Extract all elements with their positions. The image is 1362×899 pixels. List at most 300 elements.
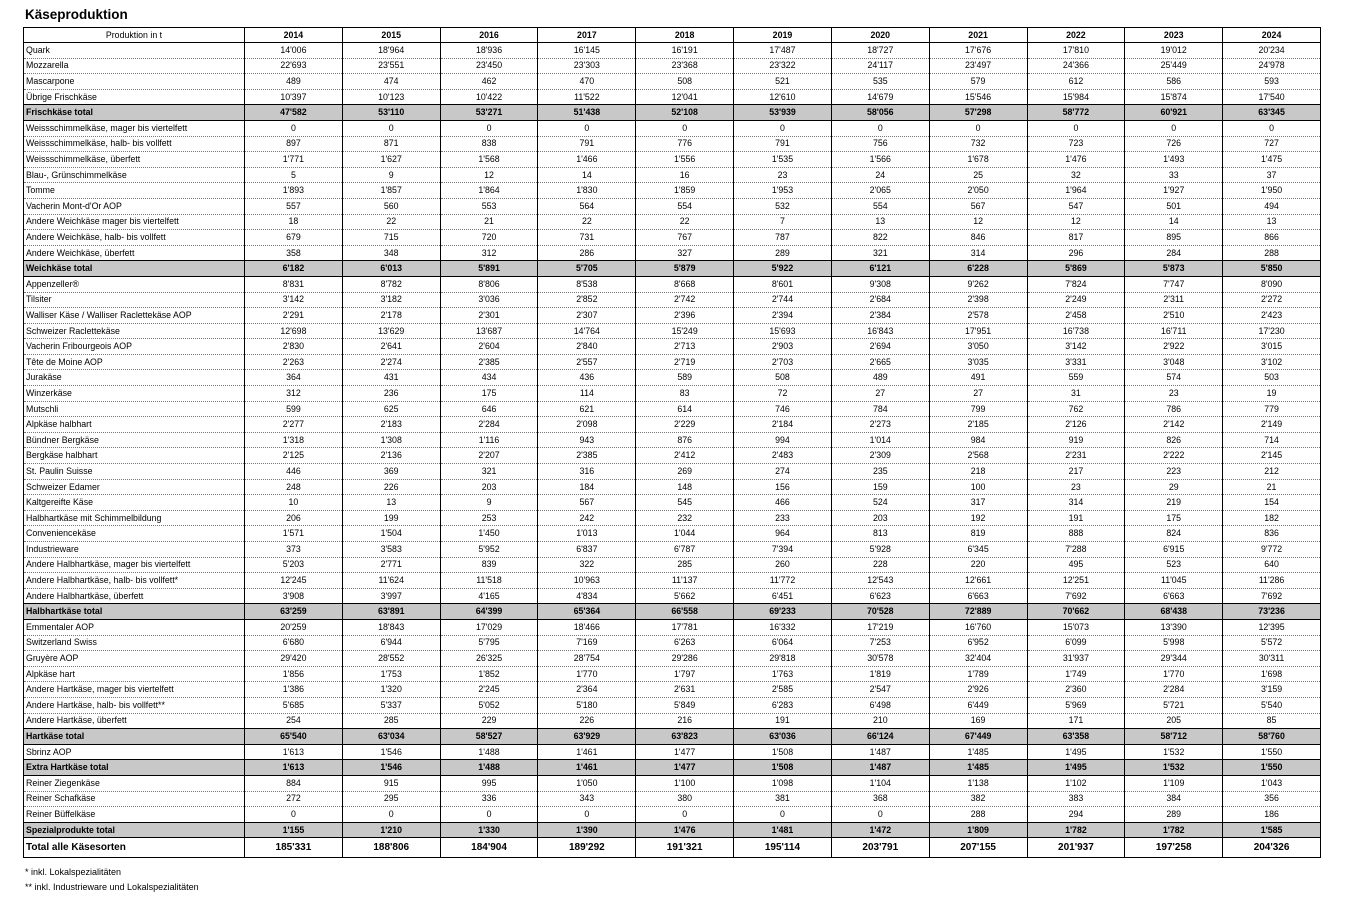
table-cell: 5'721 (1125, 697, 1223, 713)
table-cell: 1'116 (440, 432, 538, 448)
table-cell: 22 (342, 214, 440, 230)
table-cell: 984 (929, 432, 1027, 448)
table-cell: 17'487 (734, 43, 832, 59)
table-cell: 175 (1125, 510, 1223, 526)
table-cell: 767 (636, 230, 734, 246)
table-cell: 85 (1223, 713, 1321, 729)
table-cell: 159 (831, 479, 929, 495)
table-cell: 66'558 (636, 604, 734, 620)
table-cell: 269 (636, 464, 734, 480)
table-cell: 175 (440, 386, 538, 402)
table-cell: 579 (929, 74, 1027, 90)
table-cell: 70'662 (1027, 604, 1125, 620)
table-cell: 66'124 (831, 729, 929, 745)
table-cell: 5'891 (440, 261, 538, 277)
table-cell: 2'360 (1027, 682, 1125, 698)
table-cell: 895 (1125, 230, 1223, 246)
table-cell: 1'481 (734, 822, 832, 838)
table-cell: 47'582 (245, 105, 343, 121)
table-cell: 564 (538, 198, 636, 214)
table-cell: 15'984 (1027, 89, 1125, 105)
table-row (24, 89, 1321, 105)
table-cell: 1'330 (440, 822, 538, 838)
table-cell: 25'449 (1125, 58, 1223, 74)
table-cell: 2'665 (831, 354, 929, 370)
table-cell: 382 (929, 791, 1027, 807)
table-cell: 13'687 (440, 323, 538, 339)
table-cell: 289 (734, 245, 832, 261)
table-cell: 29'344 (1125, 651, 1223, 667)
table-cell: 11'286 (1223, 573, 1321, 589)
table-cell: 8'668 (636, 276, 734, 292)
table-cell: 22'693 (245, 58, 343, 74)
table-cell: 1'109 (1125, 775, 1223, 791)
table-cell: 8'538 (538, 276, 636, 292)
table-cell: 260 (734, 557, 832, 573)
table-cell: 554 (636, 198, 734, 214)
table-cell: 2'394 (734, 308, 832, 324)
table-cell: 1'753 (342, 666, 440, 682)
table-cell: 29'818 (734, 651, 832, 667)
table-cell: 727 (1223, 136, 1321, 152)
table-cell: 1'771 (245, 152, 343, 168)
table-row (24, 807, 1321, 823)
table-cell: 2'384 (831, 308, 929, 324)
table-cell: 210 (831, 713, 929, 729)
table-cell: 2'903 (734, 339, 832, 355)
table-cell: 384 (1125, 791, 1223, 807)
table-cell: 0 (636, 807, 734, 823)
table-cell: 26'325 (440, 651, 538, 667)
subtotal-row (24, 604, 1321, 620)
table-cell: 521 (734, 74, 832, 90)
table-cell: 1'585 (1223, 822, 1321, 838)
table-cell: 29'286 (636, 651, 734, 667)
table-cell: 0 (831, 807, 929, 823)
table-cell: 0 (831, 120, 929, 136)
table-cell: 6'263 (636, 635, 734, 651)
table-row (24, 791, 1321, 807)
table-cell: 1'789 (929, 666, 1027, 682)
table-cell: 13'629 (342, 323, 440, 339)
table-cell: 1'487 (831, 744, 929, 760)
table-cell: 8'831 (245, 276, 343, 292)
table-cell: 0 (1027, 120, 1125, 136)
table-cell: 18'466 (538, 619, 636, 635)
table-cell: 1'318 (245, 432, 343, 448)
table-cell: 508 (734, 370, 832, 386)
table-cell: 23'303 (538, 58, 636, 74)
table-cell: 27 (929, 386, 1027, 402)
table-row (24, 120, 1321, 136)
table-cell: 884 (245, 775, 343, 791)
table-cell: 6'623 (831, 588, 929, 604)
table-cell: 1'627 (342, 152, 440, 168)
table-cell: 57'298 (929, 105, 1027, 121)
table-cell: 226 (538, 713, 636, 729)
table-cell: 2'222 (1125, 448, 1223, 464)
table-cell: 723 (1027, 136, 1125, 152)
table-cell: 866 (1223, 230, 1321, 246)
row-label: Hartkäse total (24, 729, 245, 745)
table-cell: 0 (1223, 120, 1321, 136)
table-cell: 72'889 (929, 604, 1027, 620)
table-cell: 369 (342, 464, 440, 480)
table-cell: 2'840 (538, 339, 636, 355)
table-cell: 285 (636, 557, 734, 573)
table-cell: 574 (1125, 370, 1223, 386)
table-cell: 813 (831, 526, 929, 542)
table-cell: 791 (538, 136, 636, 152)
table-cell: 2'423 (1223, 308, 1321, 324)
table-cell: 3'583 (342, 542, 440, 558)
table-cell: 640 (1223, 557, 1321, 573)
table-cell: 1'830 (538, 183, 636, 199)
table-cell: 192 (929, 510, 1027, 526)
row-label: Kaltgereifte Käse (24, 495, 245, 511)
table-cell: 2'291 (245, 308, 343, 324)
table-cell: 63'891 (342, 604, 440, 620)
table-cell: 4'165 (440, 588, 538, 604)
table-cell: 5'998 (1125, 635, 1223, 651)
table-row (24, 370, 1321, 386)
table-cell: 888 (1027, 526, 1125, 542)
table-cell: 489 (245, 74, 343, 90)
table-cell: 10'123 (342, 89, 440, 105)
table-cell: 226 (342, 479, 440, 495)
table-cell: 1'320 (342, 682, 440, 698)
table-cell: 508 (636, 74, 734, 90)
table-cell: 16'191 (636, 43, 734, 59)
row-label: Mutschli (24, 401, 245, 417)
table-cell: 1'550 (1223, 760, 1321, 776)
row-label: Switzerland Swiss (24, 635, 245, 651)
table-cell: 12'543 (831, 573, 929, 589)
table-cell: 1'566 (831, 152, 929, 168)
table-cell: 557 (245, 198, 343, 214)
table-cell: 72 (734, 386, 832, 402)
table-cell: 233 (734, 510, 832, 526)
table-cell: 3'035 (929, 354, 1027, 370)
table-cell: 18'936 (440, 43, 538, 59)
table-cell: 69'233 (734, 604, 832, 620)
table-cell: 63'345 (1223, 105, 1321, 121)
table-cell: 2'145 (1223, 448, 1321, 464)
table-cell: 2'684 (831, 292, 929, 308)
row-label: Winzerkäse (24, 386, 245, 402)
table-row (24, 619, 1321, 635)
table-cell: 1'927 (1125, 183, 1223, 199)
table-cell: 715 (342, 230, 440, 246)
table-cell: 532 (734, 198, 832, 214)
table-cell: 218 (929, 464, 1027, 480)
table-cell: 312 (245, 386, 343, 402)
table-cell: 28'552 (342, 651, 440, 667)
table-cell: 18'964 (342, 43, 440, 59)
table-cell: 24'978 (1223, 58, 1321, 74)
table-cell: 14'679 (831, 89, 929, 105)
table-cell: 154 (1223, 495, 1321, 511)
table-cell: 14'764 (538, 323, 636, 339)
table-cell: 10'963 (538, 573, 636, 589)
table-cell: 31 (1027, 386, 1125, 402)
table-cell: 204'326 (1223, 838, 1321, 858)
table-cell: 2'185 (929, 417, 1027, 433)
table-cell: 6'663 (1125, 588, 1223, 604)
table-row (24, 58, 1321, 74)
table-cell: 1'013 (538, 526, 636, 542)
table-cell: 60'921 (1125, 105, 1223, 121)
table-cell: 5'850 (1223, 261, 1321, 277)
table-cell: 2'631 (636, 682, 734, 698)
table-cell: 223 (1125, 464, 1223, 480)
table-cell: 2'771 (342, 557, 440, 573)
table-cell: 567 (538, 495, 636, 511)
table-cell: 0 (538, 807, 636, 823)
table-cell: 1'477 (636, 760, 734, 776)
table-cell: 466 (734, 495, 832, 511)
table-row (24, 167, 1321, 183)
table-cell: 1'014 (831, 432, 929, 448)
table-cell: 21 (1223, 479, 1321, 495)
table-cell: 30'578 (831, 651, 929, 667)
row-label: Quark (24, 43, 245, 59)
table-cell: 3'050 (929, 339, 1027, 355)
table-cell: 7'253 (831, 635, 929, 651)
table-cell: 1'613 (245, 760, 343, 776)
row-label: Schweizer Edamer (24, 479, 245, 495)
table-cell: 295 (342, 791, 440, 807)
table-cell: 2'274 (342, 354, 440, 370)
table-cell: 18'727 (831, 43, 929, 59)
table-cell: 1'461 (538, 760, 636, 776)
year-header: 2018 (636, 28, 734, 43)
table-cell: 2'307 (538, 308, 636, 324)
table-cell: 5'662 (636, 588, 734, 604)
table-cell: 0 (1125, 120, 1223, 136)
table-cell: 2'578 (929, 308, 1027, 324)
table-cell: 16'332 (734, 619, 832, 635)
table-cell: 0 (440, 120, 538, 136)
table-cell: 0 (734, 807, 832, 823)
table-cell: 28'754 (538, 651, 636, 667)
year-header: 2017 (538, 28, 636, 43)
table-cell: 17'540 (1223, 89, 1321, 105)
table-cell: 2'231 (1027, 448, 1125, 464)
table-cell: 58'760 (1223, 729, 1321, 745)
table-cell: 2'284 (1125, 682, 1223, 698)
table-cell: 17'951 (929, 323, 1027, 339)
table-cell: 1'104 (831, 775, 929, 791)
table-row (24, 775, 1321, 791)
table-row (24, 635, 1321, 651)
table-cell: 732 (929, 136, 1027, 152)
row-label: St. Paulin Suisse (24, 464, 245, 480)
row-label: Weissschimmelkäse, halb- bis vollfett (24, 136, 245, 152)
table-cell: 1'859 (636, 183, 734, 199)
table-cell: 3'908 (245, 588, 343, 604)
header-label: Produktion in t (24, 28, 245, 43)
row-label: Sbrinz AOP (24, 744, 245, 760)
subtotal-row (24, 822, 1321, 838)
table-cell: 919 (1027, 432, 1125, 448)
table-cell: 1'495 (1027, 744, 1125, 760)
table-cell: 1'461 (538, 744, 636, 760)
table-cell: 274 (734, 464, 832, 480)
table-cell: 322 (538, 557, 636, 573)
table-cell: 33 (1125, 167, 1223, 183)
table-cell: 1'535 (734, 152, 832, 168)
table-cell: 14'006 (245, 43, 343, 59)
table-cell: 2'065 (831, 183, 929, 199)
table-cell: 16'711 (1125, 323, 1223, 339)
table-cell: 217 (1027, 464, 1125, 480)
table-cell: 731 (538, 230, 636, 246)
table-cell: 2'568 (929, 448, 1027, 464)
table-cell: 13 (831, 214, 929, 230)
table-cell: 6'283 (734, 697, 832, 713)
table-cell: 994 (734, 432, 832, 448)
table-cell: 599 (245, 401, 343, 417)
table-row (24, 339, 1321, 355)
table-cell: 2'744 (734, 292, 832, 308)
table-cell: 523 (1125, 557, 1223, 573)
table-cell: 1'556 (636, 152, 734, 168)
table-cell: 799 (929, 401, 1027, 417)
table-cell: 206 (245, 510, 343, 526)
row-label: Andere Hartkäse, überfett (24, 713, 245, 729)
table-cell: 191'321 (636, 838, 734, 858)
table-cell: 67'449 (929, 729, 1027, 745)
table-cell: 554 (831, 198, 929, 214)
table-cell: 871 (342, 136, 440, 152)
table-cell: 726 (1125, 136, 1223, 152)
table-cell: 24'366 (1027, 58, 1125, 74)
table-cell: 16 (636, 167, 734, 183)
table-cell: 15'073 (1027, 619, 1125, 635)
table-cell: 5'849 (636, 697, 734, 713)
table-row (24, 276, 1321, 292)
table-cell: 5'869 (1027, 261, 1125, 277)
table-cell: 13 (1223, 214, 1321, 230)
table-cell: 1'953 (734, 183, 832, 199)
table-cell: 1'864 (440, 183, 538, 199)
row-label: Weichkäse total (24, 261, 245, 277)
table-cell: 1'495 (1027, 760, 1125, 776)
table-cell: 5'873 (1125, 261, 1223, 277)
table-cell: 51'438 (538, 105, 636, 121)
row-label: Tête de Moine AOP (24, 354, 245, 370)
table-cell: 5'879 (636, 261, 734, 277)
table-cell: 2'098 (538, 417, 636, 433)
row-label: Walliser Käse / Walliser Raclettekäse AOP (24, 308, 245, 324)
table-cell: 63'358 (1027, 729, 1125, 745)
row-label: Andere Weichkäse mager bis viertelfett (24, 214, 245, 230)
row-label: Jurakäse (24, 370, 245, 386)
table-cell: 201'937 (1027, 838, 1125, 858)
table-cell: 27 (831, 386, 929, 402)
table-cell: 1'102 (1027, 775, 1125, 791)
table-cell: 348 (342, 245, 440, 261)
table-cell: 16'760 (929, 619, 1027, 635)
table-cell: 203 (831, 510, 929, 526)
table-cell: 23'497 (929, 58, 1027, 74)
table-cell: 114 (538, 386, 636, 402)
table-cell: 1'546 (342, 744, 440, 760)
table-cell: 229 (440, 713, 538, 729)
footnote-1: * inkl. Lokalspezialitäten (25, 867, 122, 877)
row-label: Mozzarella (24, 58, 245, 74)
table-cell: 191 (1027, 510, 1125, 526)
table-cell: 2'713 (636, 339, 734, 355)
table-cell: 1'488 (440, 744, 538, 760)
table-cell: 6'228 (929, 261, 1027, 277)
table-cell: 9'308 (831, 276, 929, 292)
row-label: Halbhartkäse total (24, 604, 245, 620)
table-cell: 2'249 (1027, 292, 1125, 308)
table-cell: 65'364 (538, 604, 636, 620)
table-cell: 7'169 (538, 635, 636, 651)
table-cell: 248 (245, 479, 343, 495)
table-cell: 6'451 (734, 588, 832, 604)
row-label: Tilsiter (24, 292, 245, 308)
table-cell: 63'823 (636, 729, 734, 745)
table-cell: 1'493 (1125, 152, 1223, 168)
table-cell: 5'795 (440, 635, 538, 651)
footnotes (25, 865, 199, 895)
table-cell: 776 (636, 136, 734, 152)
table-cell: 822 (831, 230, 929, 246)
table-cell: 288 (1223, 245, 1321, 261)
table-cell: 68'438 (1125, 604, 1223, 620)
table-cell: 1'472 (831, 822, 929, 838)
table-cell: 2'385 (440, 354, 538, 370)
table-cell: 197'258 (1125, 838, 1223, 858)
row-label: Übrige Frischkäse (24, 89, 245, 105)
row-label: Weissschimmelkäse, mager bis viertelfett (24, 120, 245, 136)
table-cell: 23'322 (734, 58, 832, 74)
table-cell: 286 (538, 245, 636, 261)
table-cell: 824 (1125, 526, 1223, 542)
table-cell: 817 (1027, 230, 1125, 246)
table-cell: 373 (245, 542, 343, 558)
year-header: 2019 (734, 28, 832, 43)
table-cell: 381 (734, 791, 832, 807)
table-cell: 272 (245, 791, 343, 807)
row-label: Appenzeller® (24, 276, 245, 292)
table-cell: 1'044 (636, 526, 734, 542)
table-cell: 1'749 (1027, 666, 1125, 682)
table-cell: 2'396 (636, 308, 734, 324)
table-cell: 5'540 (1223, 697, 1321, 713)
table-cell: 336 (440, 791, 538, 807)
table-cell: 12'041 (636, 89, 734, 105)
table-cell: 212 (1223, 464, 1321, 480)
table-cell: 784 (831, 401, 929, 417)
table-cell: 614 (636, 401, 734, 417)
table-cell: 1'857 (342, 183, 440, 199)
table-cell: 1'476 (636, 822, 734, 838)
table-cell: 6'345 (929, 542, 1027, 558)
table-cell: 2'510 (1125, 308, 1223, 324)
table-cell: 189'292 (538, 838, 636, 858)
table-cell: 1'477 (636, 744, 734, 760)
table-cell: 20'234 (1223, 43, 1321, 59)
table-cell: 2'557 (538, 354, 636, 370)
row-label: Weissschimmelkäse, überfett (24, 152, 245, 168)
year-header: 2024 (1223, 28, 1321, 43)
table-cell: 17'219 (831, 619, 929, 635)
